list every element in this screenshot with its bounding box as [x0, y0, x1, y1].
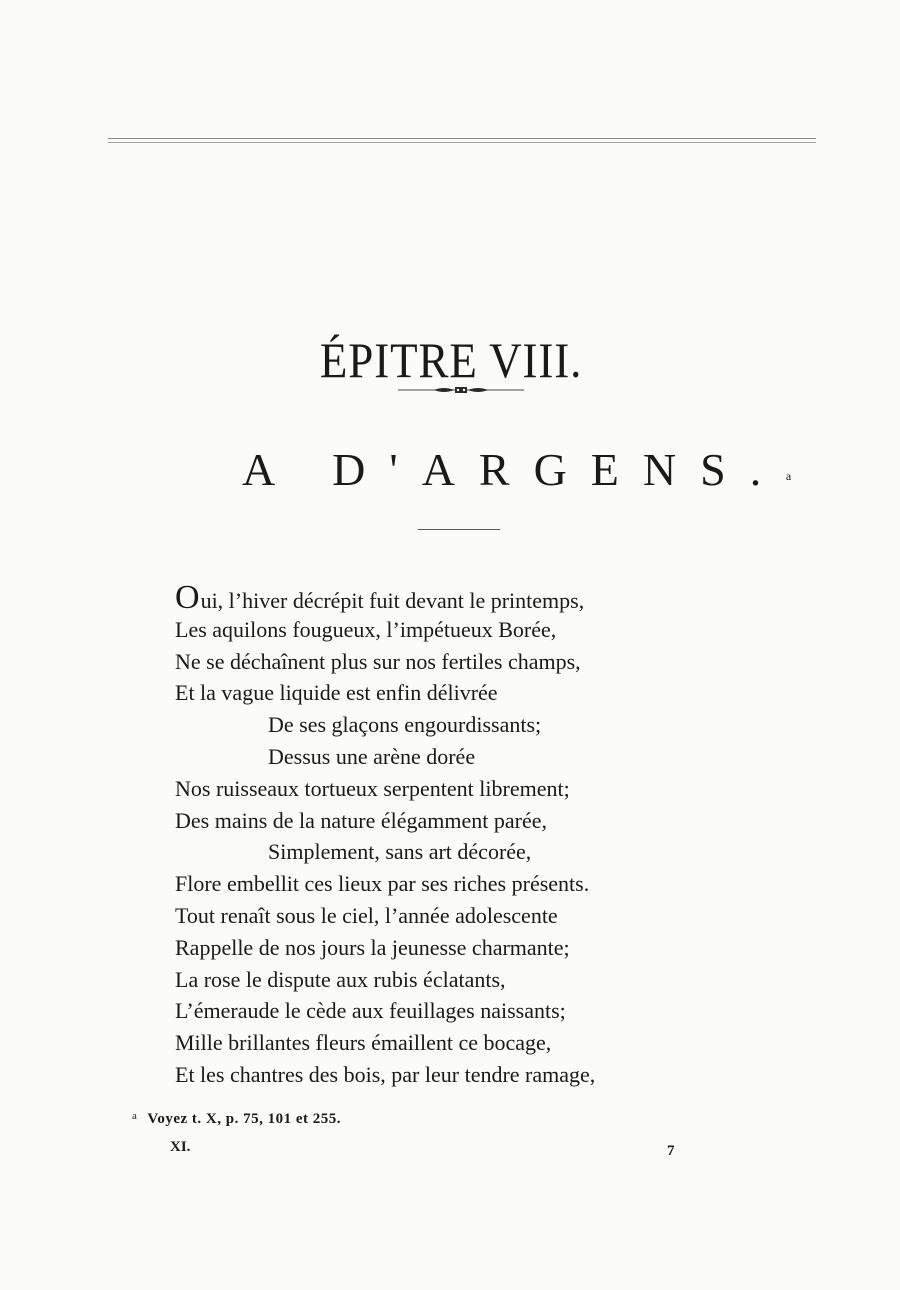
verse-line: Les aquilons fougueux, l’impétueux Borée, [175, 616, 557, 642]
printer-signature: XI. [170, 1139, 191, 1155]
verse-line: L’émeraude le cède aux feuillages naissants; [175, 998, 566, 1024]
verse-line: Tout renaît sous le ciel, l’année adolescente [175, 902, 558, 928]
verse-line: Rappelle de nos jours la jeunesse charmante; [175, 934, 570, 960]
verse-line-indented: De ses glaçons engourdissants; [268, 712, 542, 738]
page-number: 7 [667, 1143, 675, 1159]
footnote-reference: a [785, 469, 792, 483]
chapter-title [46, 330, 856, 390]
top-rule-line [108, 138, 816, 139]
verse-line: Et les chantres des bois, par leur tendre ramage, [175, 1061, 596, 1087]
footnote-mark: a [132, 1110, 138, 1122]
dedication-text: A D'ARGENS. [242, 444, 786, 495]
verse-line: Des mains de la nature élégamment parée, [175, 807, 548, 833]
verse-line-indented: Dessus une arène dorée [268, 743, 476, 769]
verse-line: La rose le dispute aux rubis éclatants, [175, 966, 506, 992]
verse-line: Flore embellit ces lieux par ses riches présents. [175, 871, 590, 897]
top-double-rule [108, 138, 816, 145]
poem-body [175, 579, 735, 1091]
top-rule-line [108, 142, 816, 143]
verse-line: Ne se déchaînent plus sur nos fertiles champs, [175, 648, 581, 674]
chapter-title-text: ÉPITRE VIII. [319, 331, 583, 388]
drop-cap: O [175, 579, 200, 616]
footnote-text: Voyez t. X, p. 75, 101 et 255. [147, 1111, 341, 1127]
footnote [132, 1106, 341, 1129]
dedication-heading [242, 442, 792, 498]
short-divider-rule [418, 529, 500, 530]
verse-line [175, 579, 735, 616]
ornament-divider-icon [398, 383, 524, 397]
verse-line-indented: Simplement, sans art décorée, [268, 839, 532, 865]
verse-line: Nos ruisseaux tortueux serpentent librement; [175, 775, 570, 801]
verse-line: Mille brillantes fleurs émaillent ce bocage, [175, 1030, 552, 1056]
verse-line: Et la vague liquide est enfin délivrée [175, 680, 498, 706]
verse-text: ui, l’hiver décrépit fuit devant le printemps, [200, 588, 585, 613]
